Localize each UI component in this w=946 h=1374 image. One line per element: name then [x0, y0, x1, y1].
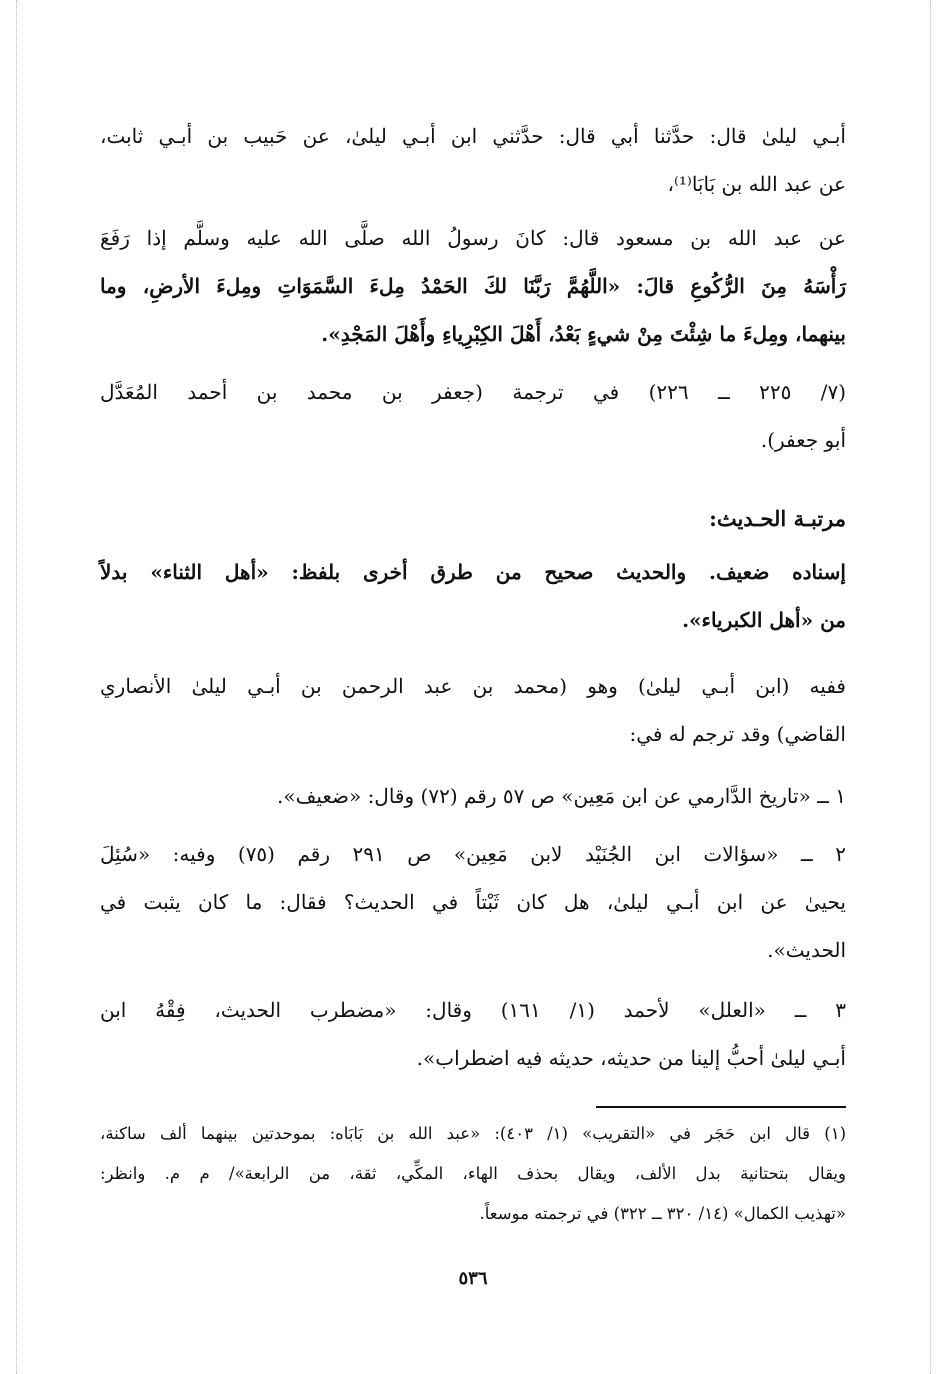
explanation-line-1: ففيه (ابن أبـي ليلىٰ) وهو (محمد بن عبد الرحمن بن أبـي ليلىٰ الأنصاري: [100, 674, 846, 698]
explanation-line-2: القاضي) وقد ترجم له في:: [629, 722, 846, 746]
source-item-2-line-2: يحيىٰ عن ابن أبـي ليلىٰ، هل كان ثَبْتاً في الحديث؟ فقال: ما كان يثبت في: [100, 890, 846, 914]
source-item-1: ١ ــ «تاريخ الدَّارمي عن ابن مَعِين» ص ٥٧ رقم (٧٢) وقال: «ضعيف».: [277, 784, 846, 808]
grade-line-2: من «أهل الكبرياء».: [682, 608, 846, 632]
source-item-3-line-2: أبـي ليلىٰ أحبُّ إلينا من حديثه، حديثه فيه اضطراب».: [416, 1046, 846, 1070]
grade-line-1: إسناده ضعيف. والحديث صحيح من طرق أخرى بلفظ: «أهل الثناء» بدلاً: [100, 560, 846, 584]
source-item-2-line-1: ٢ ــ «سؤالات ابن الجُنَيْد لابن مَعِين» ص ٢٩١ رقم (٧٥) وفيه: «سُئِلَ: [100, 842, 846, 866]
source-item-3-line-1: ٣ ــ «العلل» لأحمد (١/ ١٦١) وقال: «مضطرب الحديث، فِقْهُ ابن: [100, 998, 846, 1022]
section-heading: مرتبـة الحـديث:: [709, 506, 846, 531]
isnad-line-1: أبـي ليلىٰ قال: حدَّثنا أبي قال: حدَّثني ابن أبـي ليلىٰ، عن حَبيب بن أبـي ثابت،: [100, 124, 846, 148]
page-edge-left: [16, 0, 17, 1374]
footnotes: [100, 0, 846, 1260]
footnote-line-2: ويقال بتحتانية بدل الألف، ويقال بحذف الهاء، المكِّي، ثقة، من الرابعة»/ م م. وانظر:: [100, 1164, 846, 1183]
page-number: ٥٣٦: [458, 1268, 488, 1289]
source-item-2-line-3: الحديث».: [767, 938, 846, 962]
matn-line-3: بينهما، ومِلءَ ما شِئْتَ مِنْ شيءٍ بَعْدُ، أَهْلَ الكِبْرِياءِ وأَهْلَ المَجْدِ».: [321, 322, 846, 346]
matn-line-1: عن عبد الله بن مسعود قال: كانَ رسولُ الله صلَّى الله عليه وسلَّم إذا رَفَعَ: [100, 226, 846, 250]
reference-line-2: أبو جعفر).: [760, 428, 846, 452]
footnote-line-1: (١) قال ابن حَجَر في «التقريب» (١/ ٤٠٣): «عبد الله بن بَابَاه: بموحدتين بينهما ألف ساكنة،: [100, 1124, 846, 1143]
isnad-line-2: عن عبد الله بن بَابَا⁽¹⁾،: [667, 172, 846, 196]
reference-line-1: (٧/ ٢٢٥ ــ ٢٢٦) في ترجمة (جعفر بن محمد بن أحمد المُعَدَّل: [100, 380, 846, 404]
footnote-line-3: «تهذيب الكمال» (١٤/ ٣٢٠ ــ ٣٢٢) في ترجمته موسعاً.: [479, 1204, 846, 1223]
page-edge-right: [930, 0, 931, 1374]
matn-line-2: رَأْسَهُ مِنَ الرُّكُوعِ قالَ: «اللَّهُمَّ رَبَّنَا لكَ الحَمْدُ مِلءَ السَّمَوَاتِ ومِلءَ الأرضِ، وما: [100, 274, 846, 298]
